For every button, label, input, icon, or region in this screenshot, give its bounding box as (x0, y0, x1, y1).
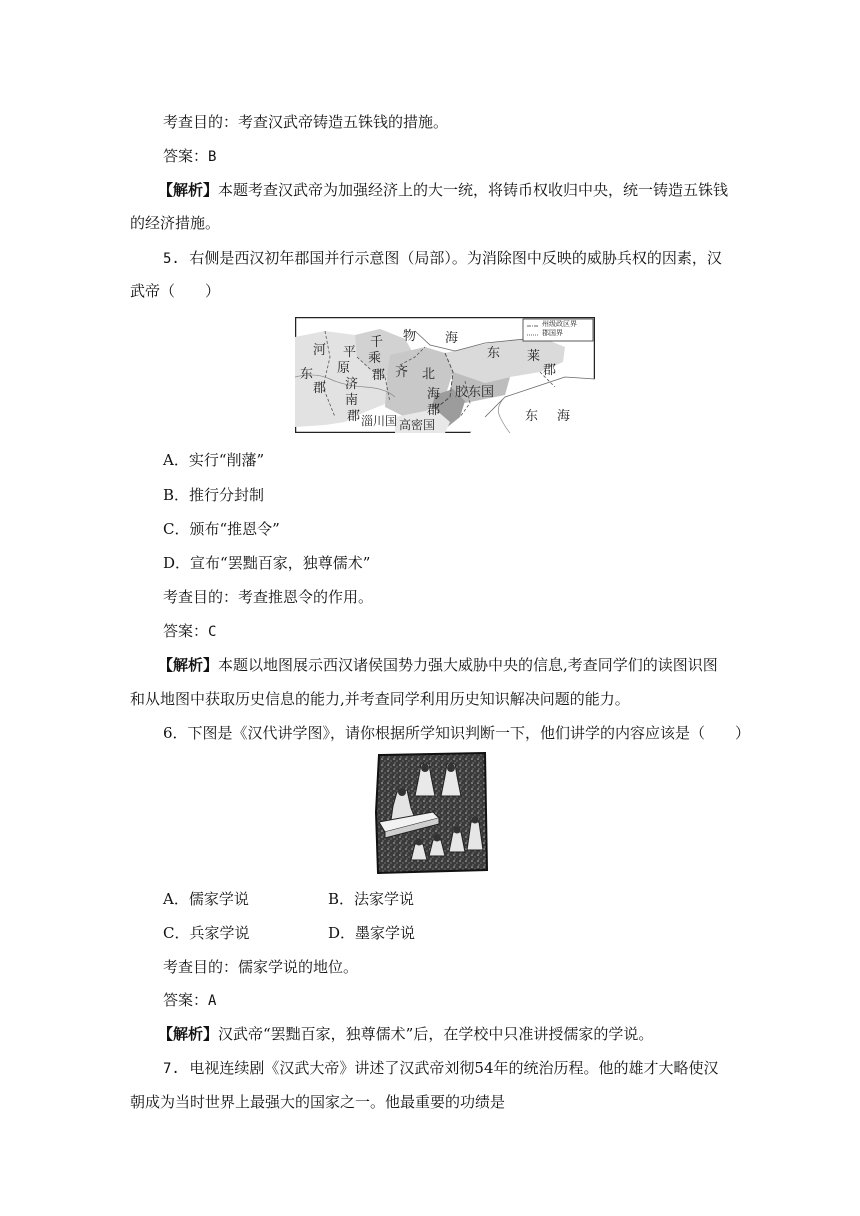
map-label: 郡 (347, 409, 361, 424)
q5-analysis-cont: 和从地图中获取历史信息的能力,并考查同学利用历史知识解决问题的能力。 (130, 690, 630, 708)
map-label: 海 (557, 409, 571, 424)
map-label: 北 (422, 367, 436, 382)
analysis-text: 本题以地图展示西汉诸侯国势力强大威胁中央的信息,考查同学们的读图识图 (218, 656, 718, 674)
q5-answer (163, 621, 216, 642)
answer-label: 答案： (163, 991, 209, 1009)
analysis-text: 汉武帝“罢黜百家，独尊儒术”后，在学校中只准讲授儒家的学说。 (218, 1025, 654, 1043)
map-label: 南 (345, 393, 359, 408)
q5-option-c: C．颁布“推恩令” (163, 520, 280, 538)
q6-purpose: 考查目的：儒家学说的地位。 (163, 958, 359, 976)
map-label: 海 (445, 331, 459, 346)
q7-stem (163, 1058, 719, 1079)
answer-value: B (208, 149, 217, 165)
q5-option-a: A．实行“削藩” (163, 451, 265, 469)
analysis-tag: 【解析】 (158, 1025, 219, 1043)
map-label: 河 (313, 343, 327, 358)
map-label: 原 (337, 361, 351, 376)
map-label: 东 (525, 409, 539, 424)
q6-answer (163, 990, 216, 1011)
q4-answer (163, 146, 216, 167)
q4-purpose: 考查目的：考查汉武帝铸造五铢钱的措施。 (163, 113, 449, 131)
map-label: 千 (370, 335, 384, 350)
q5-purpose: 考查目的：考查推恩令的作用。 (163, 588, 374, 606)
question-text: 电视连续剧《汉武大帝》讲述了汉武帝刘彻54年的统治历程。他的雄才大略使汉 (189, 1059, 719, 1077)
q6-analysis (158, 1024, 653, 1044)
map-label: 济 (345, 377, 359, 392)
q4-analysis (158, 180, 728, 200)
map-label: 郡 (543, 363, 557, 378)
map-label: 东 (487, 346, 501, 361)
q4-analysis-cont: 的经济措施。 (130, 214, 221, 232)
question-number: 7. (163, 1061, 180, 1077)
q6-stem: 6．下图是《汉代讲学图》，请你根据所学知识判断一下，他们讲学的内容应该是（ ） (163, 724, 751, 742)
answer-value: C (208, 624, 217, 640)
analysis-tag: 【解析】 (158, 656, 219, 674)
map-label: 高密国 (399, 418, 436, 432)
answer-label: 答案： (163, 622, 209, 640)
map-label: 郡 (372, 368, 386, 383)
map-legend-province: 州级政区界 (542, 320, 577, 328)
map-legend-commandery: 郡国界 (542, 329, 563, 337)
q6-option-b: B．法家学说 (328, 890, 415, 908)
map-label: 胶东国 (455, 385, 495, 400)
q6-option-d: D．墨家学说 (328, 924, 416, 942)
map-label: 莱 (527, 349, 541, 364)
q5-option-d: D．宣布“罢黜百家，独尊儒术” (163, 554, 371, 572)
map-label: 海 (427, 387, 441, 402)
map-label: 郡 (427, 403, 441, 418)
q5-stem (163, 248, 722, 269)
map-label: 东 (300, 367, 314, 382)
q7-stem-cont: 朝成为当时世界上最强大的国家之一。他最重要的功绩是 (130, 1093, 506, 1111)
map-label: 平 (343, 345, 357, 360)
han-commandery-map (295, 317, 595, 433)
han-lecture-picture (375, 752, 488, 874)
map-label: 淄川国 (361, 414, 398, 428)
analysis-tag: 【解析】 (158, 181, 219, 199)
map-label: 乘 (368, 351, 382, 366)
question-number: 5. (163, 251, 180, 267)
q5-stem-cont: 武帝（ ） (130, 282, 221, 300)
map-label: 齐 (395, 365, 409, 380)
map-label: 郡 (313, 381, 327, 396)
map-label: 物 (403, 329, 417, 344)
analysis-text: 本题考查汉武帝为加强经济上的大一统，将铸币权收归中央，统一铸造五铢钱 (218, 181, 729, 199)
q5-analysis (158, 655, 718, 675)
lecture-relief-image (375, 752, 488, 874)
answer-value: A (208, 993, 217, 1009)
q6-option-c: C．兵家学说 (163, 924, 250, 942)
question-text: 右侧是西汉初年郡国并行示意图（局部）。为消除图中反映的威胁兵权的因素，汉 (189, 249, 722, 267)
answer-label: 答案： (163, 147, 209, 165)
q5-option-b: B．推行分封制 (163, 486, 265, 504)
q6-option-a: A．儒家学说 (163, 890, 249, 908)
